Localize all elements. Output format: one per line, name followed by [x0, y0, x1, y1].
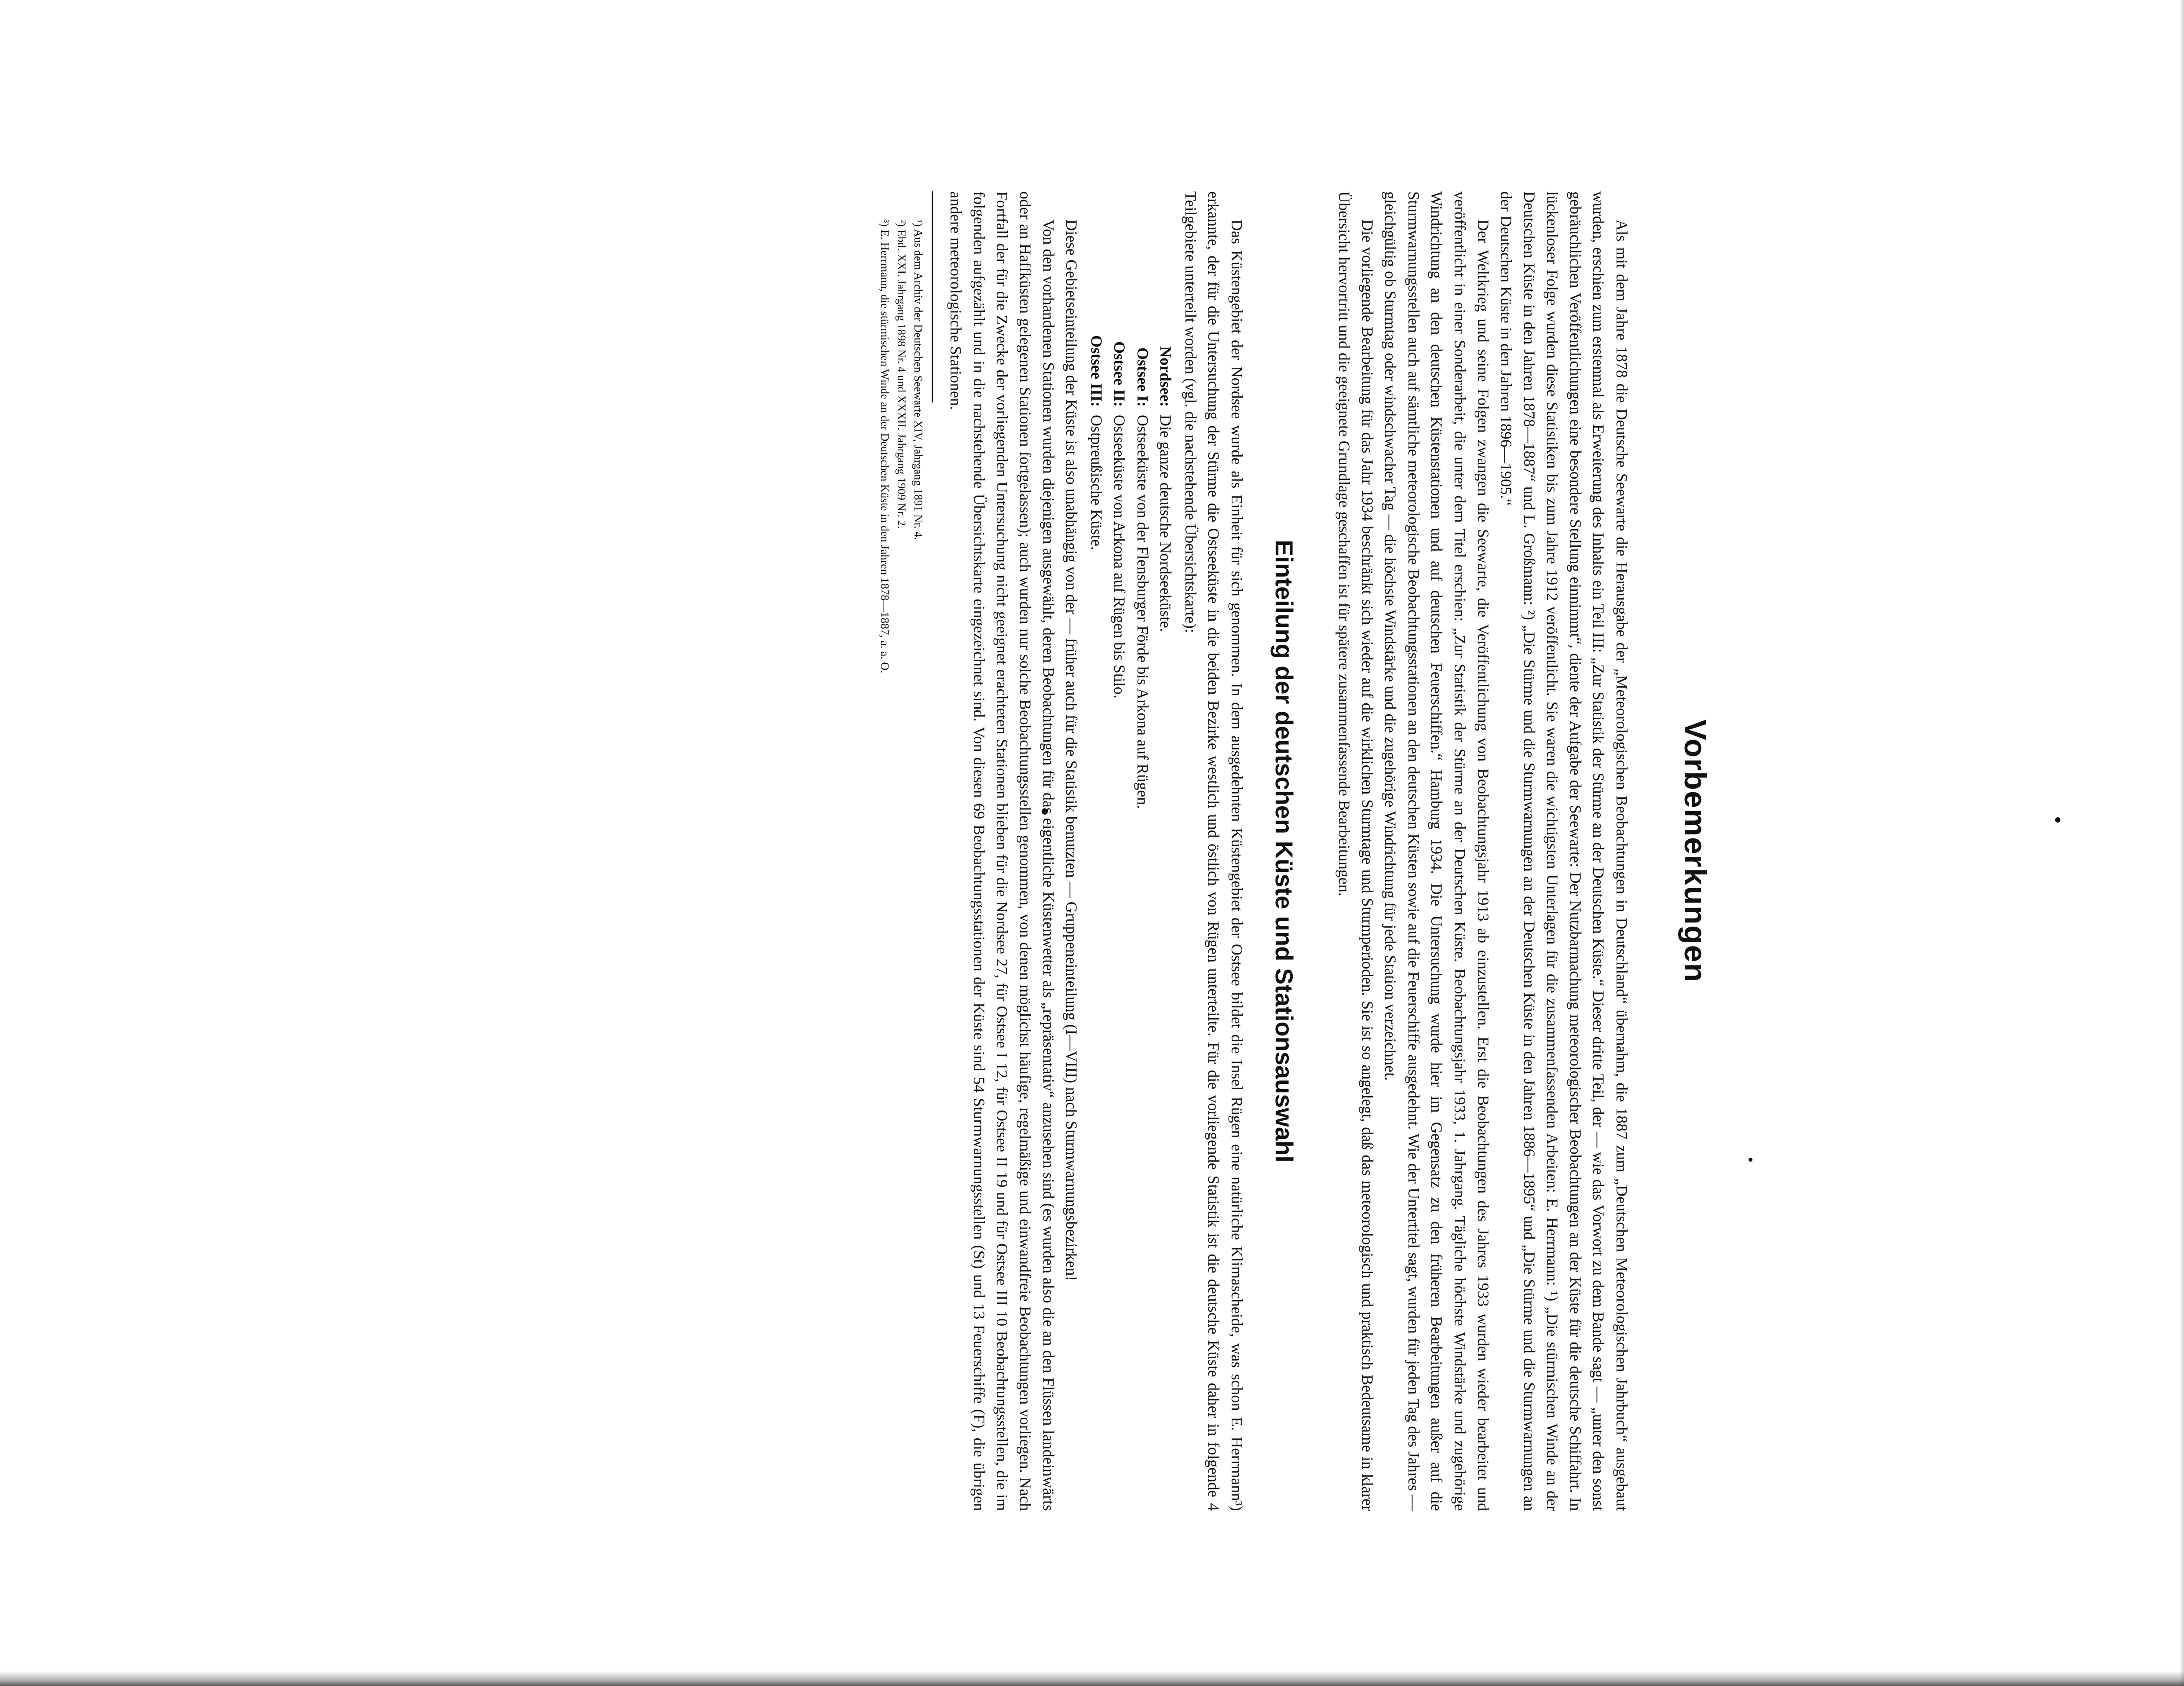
section-paragraph-1: Das Küstengebiet der Nordsee wurde als Einheit für sich genommen. In dem ausgedehnten Küstengebiet der Ostsee bildet die Insel Rügen eine natürliche Klimascheide, was schon E. Herrmann³) erkannte, der für die Untersuchung der Stürme die Ostseeküste in die beiden Bezirke westlich und östlich von Rügen unterteilte. Für die vorliegende Statistik ist die deutsche Küste daher in folgende 4 Teilgebiete unterteilt worden (vgl. die nachstehende Übersichtskarte):	[1182, 191, 1246, 1511]
intro-paragraph-3: Die vorliegende Bearbeitung für das Jahr 1934 beschränkt sich wieder auf die wirklichen Sturmtage und Sturmperioden. Sie ist so angelegt, daß das meteorologisch und praktisch Bedeutsame in klarer Übersicht hervortritt und die geeignete Grundlage geschaffen ist für spätere zusammenfassende Bearbeitungen.	[1335, 191, 1376, 1511]
scan-edge-shadow-right	[2180, 0, 2184, 1686]
intro-paragraph-1: Als mit dem Jahre 1878 die Deutsche Seewarte die Herausgabe der „Meteorologischen Beobachtungen in Deutschland“ übernahm, die 1887 zum „Deutschen Meteorologischen Jahrbuch“ ausgebaut wurden, erschien zum erstenmal als Erweiterung des Inhalts ein Teil III: „Zur Statistik der Stürme an der Deutschen Küste.“ Dieser dritte Teil, der — wie das Vorwort zu dem Bande sagt — „unter den sonst gebräuchlichen Veröffentlichungen eine besondere Stellung einnimmt“, diente der Aufgabe der Seewarte: Der Nutzbarmachung meteorologischer Beobachtungen an der Küste für die deutsche Schiffahrt. In lückenloser Folge wurden diese Statistiken bis zum Jahre 1912 veröffentlicht. Sie waren die wichtigsten Unterlagen für die zusammenfassenden Arbeiten: E. Herrmann: ¹) „Die stürmischen Winde an der Deutschen Küste in den Jahren 1878—1887“ und L. Großmann: ²) „Die Stürme und die Sturmwarnungen an der Deutschen Küste in den Jahren 1886—1895“ und „Die Stürme und die Sturmwarnungen an der Deutschen Küste in den Jahren 1896—1905.“	[1497, 191, 1631, 1511]
area-description: Ostpreußische Küste.	[1087, 415, 1105, 550]
scan-speck	[2055, 817, 2060, 823]
list-item	[1108, 332, 1131, 1511]
area-description: Ostseeküste von Arkona auf Rügen bis Stilo.	[1111, 415, 1129, 699]
area-key: Ostsee II:	[1111, 341, 1129, 407]
footnotes	[877, 191, 926, 1511]
list-item	[1131, 332, 1154, 1511]
area-list	[1085, 332, 1177, 1511]
footnote-2: ²) Ebd. XXI. Jahrgang 1898 Nr. 4 und XXXII. Jahrgang 1909 Nr. 2.	[895, 219, 908, 529]
footnote-divider	[932, 191, 933, 402]
area-key: Ostsee III:	[1087, 335, 1105, 407]
section-title: Einteilung der deutschen Küste und Stationsauswahl	[1270, 540, 1298, 1163]
area-key: Ostsee I:	[1134, 347, 1152, 407]
area-description: Ostseeküste von der Flensburger Förde bis Arkona auf Rügen.	[1134, 415, 1152, 809]
document-page	[464, 191, 1718, 1511]
footnote-1: ¹) Aus dem Archiv der Deutschen Seewarte XIV, Jahrgang 1891 Nr. 4.	[911, 219, 925, 540]
footnote-3: ³) E. Herrmann, die stürmischen Winde an der Deutschen Küste in den Jahren 1878—1887, a. a. O.	[878, 219, 892, 673]
section-paragraph-3: Von den vorhandenen Stationen wurden diejenigen ausgewählt, deren Beobachtungen für das eigentliche Küstenwetter als „repräsentativ“ anzusehen sind (es wurden also die an den Flüssen landeinwärts oder an Haffküsten gelegenen Stationen fortgelassen); auch wurden nur solche Beobachtungsstellen genommen, von denen möglichst häufige, regelmäßige und einwandfreie Beobachtungen vorliegen. Nach Fortfall der für die Zwecke der vorliegenden Untersuchung nicht geeignet erachteten Stationen blieben für die Nordsee 27, für Ostsee I 12, für Ostsee II 19 und für Ostsee III 10 Beobachtungsstellen, die im folgenden aufgezählt und in die nachstehende Übersichtskarte eingezeichnet sind. Von diesen 69 Beobachtungsstationen der Küste sind 54 Sturmwarnungsstellen (St) und 13 Feuerschiffe (F), die übrigen andere meteorologische Stationen.	[947, 191, 1057, 1511]
scan-edge-shadow	[0, 1671, 2184, 1686]
scan-speck	[1749, 1158, 1752, 1162]
list-item	[1154, 332, 1178, 1511]
intro-paragraph-2: Der Weltkrieg und seine Folgen zwangen die Seewarte, die Veröffentlichung von Beobachtungsjahr 1913 ab einzustellen. Erst die Beobachtungen des Jahres 1933 wurden wieder bearbeitet und veröffentlicht in einer Sonderarbeit, die unter dem Titel erschien: „Zur Statistik der Stürme an der Deutschen Küste. Beobachtungsjahr 1933, 1. Jahrgang. Tägliche höchste Windstärke und zugehörige Windrichtung an den deutschen Küstenstationen und auf deutschen Feuerschiffen.“ Hamburg 1934. Die Untersuchung wurde hier im Gegensatz zu den früheren Bearbeitungen außer auf die Sturmwarnungsstellen auch auf sämtliche meteorologische Beobachtungsstationen an den deutschen Küsten sowie auf die Feuerschiffe ausgedehnt. Wie der Untertitel sagt, wurden für jeden Tag des Jahres — gleichgültig ob Sturmtag oder windschwacher Tag — die höchste Windstärke und die zugehörige Windrichtung für jede Station verzeichnet.	[1382, 191, 1492, 1511]
list-item	[1085, 332, 1108, 1511]
section-paragraph-2: Diese Gebietseinteilung der Küste ist also unabhängig von der — früher auch für die Statistik benutzten — Gruppeneinteilung (I—VIII) nach Sturmwarnungsbezirken!	[1063, 219, 1081, 1281]
area-description: Die ganze deutsche Nordseeküste.	[1157, 415, 1175, 632]
area-key: Nordsee:	[1157, 346, 1175, 407]
page-title: Vorbemerkungen	[1678, 719, 1712, 983]
